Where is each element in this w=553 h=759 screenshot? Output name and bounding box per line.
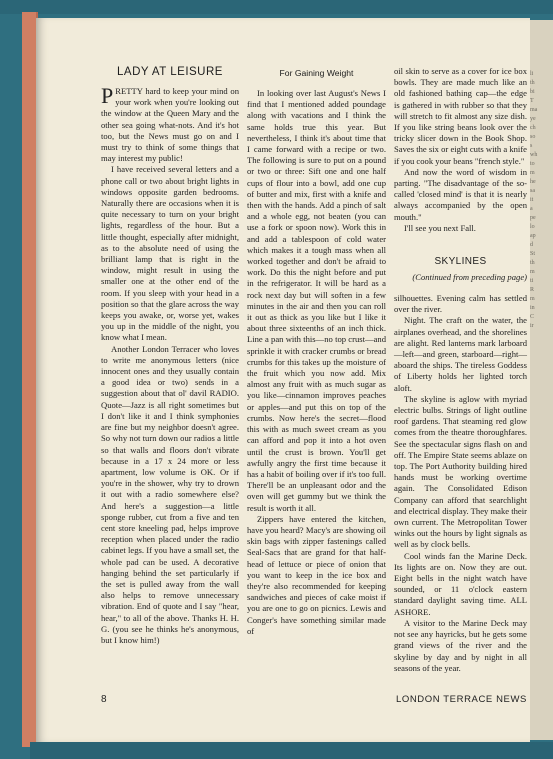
col1-paragraph-2: I have received several letters and a phone call or two about bright lights in windows opposite garden bedrooms. Naturally there are occasions when it is quite necessary to turn on your bright lights, regardless of the hour. But a little thought, especially after midnight, as to the absolute need of using the brilliant lamp that is right in the window, might result in using the smaller one at the other end of the room. If you sleep with your head in a position so that the glare across the way keeps you awake, or, worse yet, wakes you up in the middle of the night, you know what I mean. — [101, 164, 239, 343]
heading-lady-at-leisure: LADY AT LEISURE — [117, 66, 223, 78]
col3-paragraph-2: And now the word of wisdom in parting. "The disadvantage of the so-called 'closed mind' is that it is nearly always accompanied by the open mouth." — [394, 166, 527, 222]
continued-note: (Continued from preceding page) — [412, 272, 527, 282]
edge-strip-fragment: li — [530, 71, 534, 77]
col3-paragraph-5: Night. The craft on the water, the airplanes overhead, and the shorelines are alight. Red lanterns mark larboard—left—and green, starboard—right—aboard the ships. The tireless Goddess of Liberty holds her lighted torch aloft. — [394, 315, 527, 393]
edge-strip-fragment: R — [530, 287, 535, 293]
edge-strip-fragment: it — [530, 197, 534, 203]
edge-strip-fragment: ir — [530, 323, 534, 329]
edge-strip-fragment: C — [530, 314, 535, 320]
col2-paragraph-1: In looking over last August's News I find that I mentioned added poundage along with vacations and I think the same holds true this year. But nevertheless, I think it's about time that I came forward with a recipe or two. The following is sure to put on a pound or two or three: Sift one and one half cups of flour into a bowl, add one cup of butter and mix, first with a knife and then with the hands. Add a pinch of salt and a whole egg, not beaten (you can use a fork or spoon now). Work this in and add a tablespoon of cold water which makes it a tough mass when all worked together and don't be afraid to work. Do this the night before and put in the refrigerator. It will be hard as a rock next day but will soften in a few minutes in the air and then you can roll it out as thick as you like but I like it about three sixteenths of an inch thick. Line a pan with this—no top crust—and sprinkle it with cracker crumbs or bread crumbs for this takes up the moisture of the fruit which you now add. Mix almost any fruit with as much sugar as you like—cinnamon improves peaches or apples—and put this on top of the crumbs. Now here's the secret—flood this with as much sweet cream as you can afford and pop it into a hot oven until the crust is brown. You'll get awfully angry the first time because it has a habit of boiling over if it's too full. There'll be an unpleasant odor and the oven will get gummy but we think the result is worth it all. — [247, 88, 386, 513]
column-right — [394, 66, 527, 234]
heading-skylines: SKYLINES — [434, 256, 487, 267]
edge-strip-fragment: m — [530, 269, 535, 275]
col3-paragraph-8: A visitor to the Marine Deck may not see any hayricks, but he gets some grand views of the river and the skyline by day and by night in all seasons of the year. — [394, 617, 527, 673]
edge-strip-fragment: ch — [530, 125, 536, 131]
edge-strip-fragment: ma — [530, 107, 538, 113]
col3-paragraph-6: The skyline is aglow with myriad electric bulbs. Strings of light outline roof gardens. That steaming red glow comes from the theatre thoroughfares. See the spectacular signs flash on and off. The Empire State seems ablaze on top. The Port Authority building hired hands must be working overtime again. The Consolidated Edison Company can afford that searchlight and electrical display. They make their own current. The Metropolitan Tower winks out the hours by light signals as well as by clock bells. — [394, 393, 527, 550]
edge-strip-fragment: ap — [530, 233, 536, 239]
binder-top-edge — [0, 0, 553, 14]
col3-paragraph-4: silhouettes. Evening calm has settled over the river. — [394, 293, 527, 315]
column-middle — [247, 88, 386, 637]
binder-bottom-edge — [30, 742, 553, 759]
edge-strip-fragment: sa — [530, 188, 535, 194]
edge-strip-fragment: wh — [530, 152, 538, 158]
edge-strip-fragment: th — [530, 260, 535, 266]
edge-strip-fragment: lo — [530, 224, 535, 230]
adjacent-page-edge — [530, 20, 553, 740]
col1-paragraph-3: Another London Terracer who loves to write me anonymous letters (nice innocent ones and they usually contain a good idea or two) sends in a suggestion about that ol' davil RADIO. Quote—Jazz is all right sometimes but I don't like it and I think symphonies are fine but my neighbor doesn't agree. So why not turn down our radios a little so that walls and floors don't vibrate because in a 17 x 24 more or less apartment, low volume is OK. Or if you're in the shower, why try to drown it out with a radio somewhere else? And here's a suggestion—a little sponge rubber, cut from a five and ten cent store kneeling pad, helps improve reception when placed under the radio cabinet legs. If you have a small set, the whole pad can be used. A decorative hanging behind the set particularly if the set is pulled away from the wall also helps to remove unnecessary vibration. End of quote and I say "hear, hear," to all of the above. Thanks H. H. G. (you see he thinks he's anonymous, but I know him!) — [101, 343, 239, 645]
edge-strip-fragment: s — [530, 143, 533, 149]
col1-p1-text: RETTY hard to keep your mind on your work when you're looking out the window at the Queen Mary and the other sea going what-nots. And it's hot too, but the News must go on and I must try to think of some things that may interest my public! — [101, 86, 239, 164]
page-number: 8 — [101, 694, 107, 705]
heading-for-gaining-weight: For Gaining Weight — [279, 68, 354, 78]
edge-strip-fragment: ye — [530, 116, 536, 122]
edge-strip-fragment: he — [530, 179, 536, 185]
publication-title: LONDON TERRACE NEWS — [395, 694, 527, 705]
edge-strip-fragment: in — [530, 305, 535, 311]
edge-strip-fragment: St — [530, 251, 536, 257]
edge-strip-fragment: so — [530, 134, 536, 140]
edge-strip-fragment: m — [530, 170, 535, 176]
column-left — [101, 83, 239, 646]
col3-paragraph-7: Cool winds fan the Marine Deck. Its lights are on. Now they are out. Eight bells in the night watch have sounded, or 11 o'clock eastern standard daylight saving time. ALL ASHORE. — [394, 550, 527, 617]
edge-strip-fragment: pe — [530, 215, 536, 221]
col3-paragraph-3: I'll see you next Fall. — [404, 222, 476, 233]
col3-paragraph-1: oil skin to serve as a cover for ice box bowls. They are made much like an old fashioned bathing cap—the edge is gathered in with rubber so that they will stretch to fit almost any size dish. If you like string beans look over the tricky slicer down in the Book Shop. Saves the six or eight cuts with a knife if you cook your beans "french style." — [394, 66, 527, 166]
drop-cap: P — [101, 83, 114, 108]
col1-paragraph-1 — [101, 83, 239, 164]
edge-strip-fragment: ti — [530, 278, 534, 284]
column-right-skylines — [394, 293, 527, 674]
edge-strip-fragment: th — [530, 80, 535, 86]
edge-strip-fragment: bi — [530, 89, 535, 95]
edge-strip-fragment: d — [530, 242, 533, 248]
edge-strip-fragment: T — [530, 98, 534, 104]
edge-strip-fragment: to — [530, 161, 535, 167]
col2-paragraph-2: Zippers have entered the kitchen, have you heard? Macy's are showing oil skin bags with zipper fastenings called Seal-Sacs that are grand for that half-head of lettuce or piece of onion that you want to keep in the ice box and they're also recommended for keeping sandwiches and pieces of cake moist if you are one to go on picnics. Lewis and Conger's have something similar made of — [247, 513, 386, 636]
edge-strip-fragment: m — [530, 296, 535, 302]
edge-strip-fragment: a — [530, 206, 533, 212]
